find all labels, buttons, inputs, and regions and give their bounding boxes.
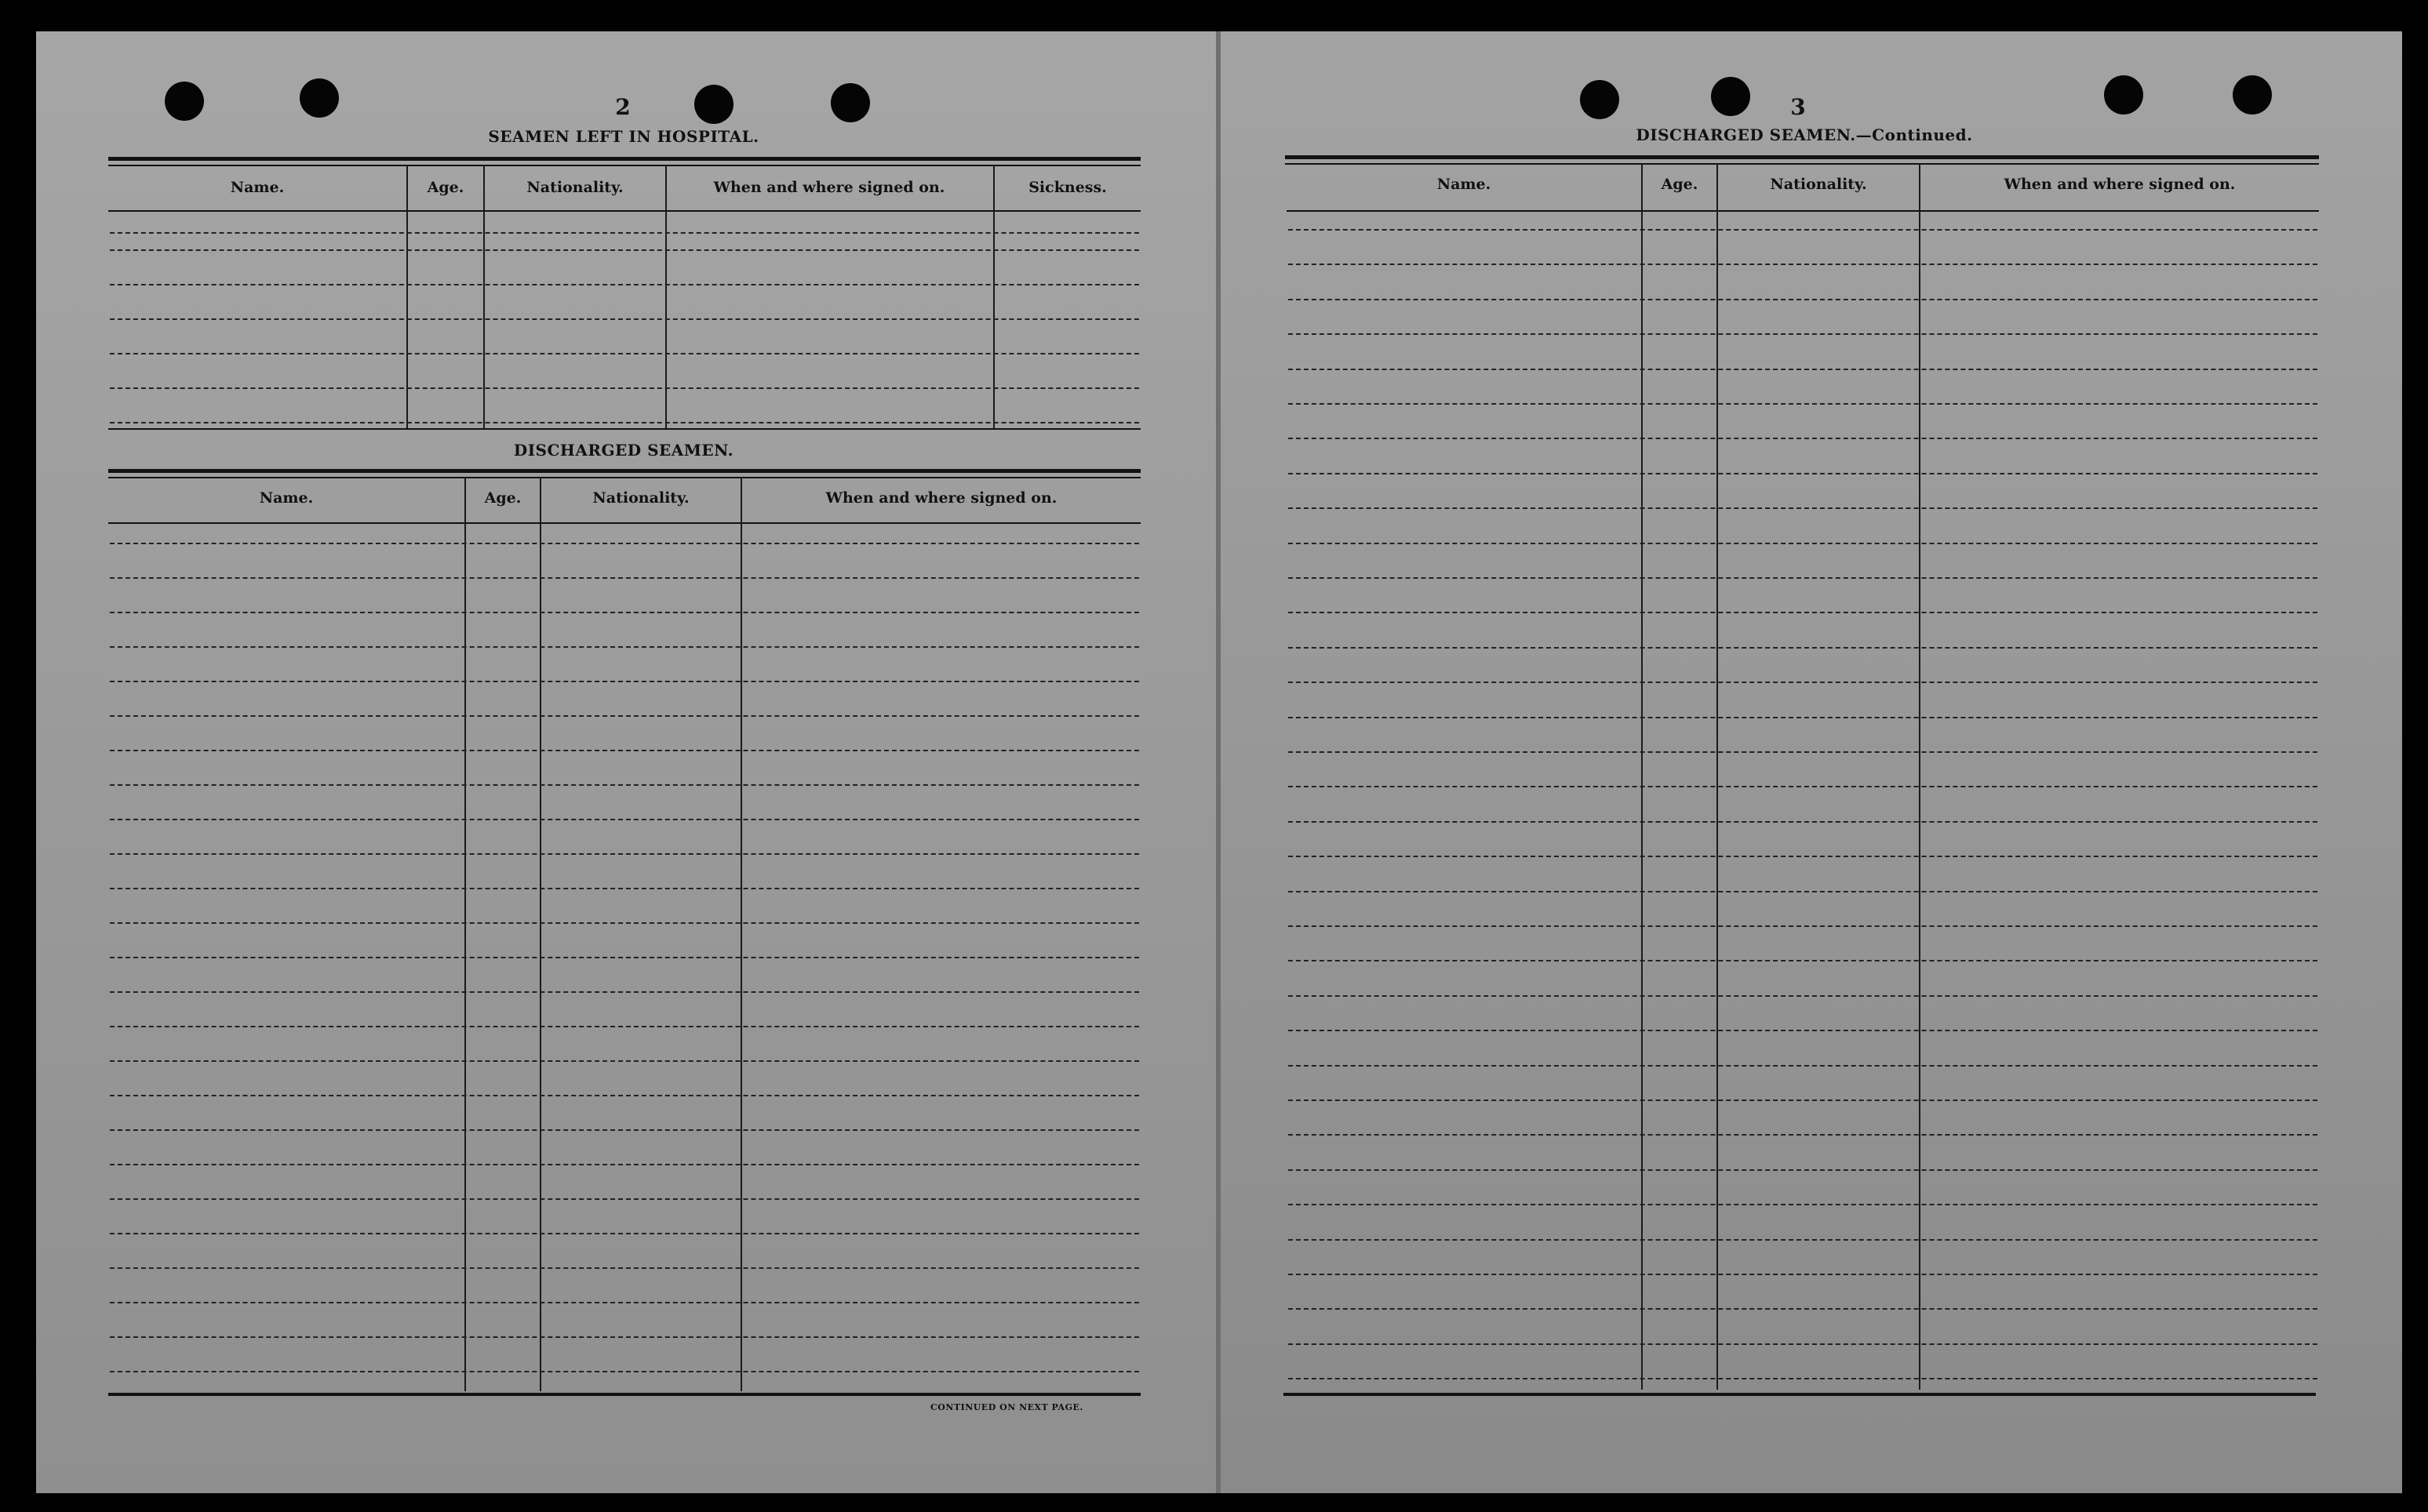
table-row-line bbox=[1288, 264, 2317, 265]
continued-section-title: DISCHARGED SEAMEN.—Continued. bbox=[1636, 125, 1973, 144]
continued-col-divider bbox=[1919, 163, 1920, 1390]
punch-hole bbox=[2104, 75, 2143, 114]
punch-hole bbox=[694, 85, 733, 124]
continued-header-age: Age. bbox=[1661, 176, 1698, 193]
hospital-row-line bbox=[110, 249, 1139, 251]
page-number-left: 2 bbox=[615, 94, 631, 120]
table-row-line bbox=[1288, 543, 2317, 544]
table-row-line bbox=[1288, 299, 2317, 300]
table-row-line bbox=[1288, 1343, 2317, 1345]
table-row-line bbox=[1288, 960, 2317, 961]
continued-col-divider bbox=[1716, 163, 1718, 1390]
hospital-row-line bbox=[110, 284, 1139, 285]
table-row-line bbox=[110, 715, 1139, 717]
table-row-line bbox=[110, 784, 1139, 786]
table-row-line bbox=[1288, 891, 2317, 892]
table-row-line bbox=[1288, 369, 2317, 370]
table-row-line bbox=[110, 1302, 1139, 1303]
hospital-header-name: Name. bbox=[230, 179, 285, 196]
hospital-header-nationality: Nationality. bbox=[526, 179, 624, 196]
table-row-line bbox=[1288, 1134, 2317, 1136]
table-row-line bbox=[110, 853, 1139, 855]
punch-hole bbox=[831, 83, 870, 122]
discharged-col-divider bbox=[540, 477, 541, 1391]
hospital-header-rule bbox=[108, 210, 1141, 212]
continued-bottom-rule bbox=[1283, 1393, 2316, 1396]
punch-hole bbox=[2233, 75, 2272, 114]
table-row-line bbox=[110, 646, 1139, 648]
table-row-line bbox=[1288, 1308, 2317, 1310]
discharged-header-nationality: Nationality. bbox=[592, 489, 690, 507]
hospital-section-title: SEAMEN LEFT IN HOSPITAL. bbox=[488, 127, 759, 146]
table-row-line bbox=[1288, 1030, 2317, 1031]
table-row-line bbox=[1288, 612, 2317, 613]
punch-hole bbox=[1580, 80, 1619, 119]
table-row-line bbox=[110, 1371, 1139, 1372]
punch-hole bbox=[300, 78, 339, 118]
hospital-header-signed-on: When and where signed on. bbox=[713, 179, 945, 196]
discharged-top-rule bbox=[108, 469, 1141, 473]
table-row-line bbox=[1288, 821, 2317, 823]
table-row-line bbox=[1288, 1274, 2317, 1275]
table-row-line bbox=[110, 681, 1139, 682]
table-row-line bbox=[1288, 473, 2317, 474]
hospital-row-line bbox=[110, 387, 1139, 389]
table-row-line bbox=[1288, 333, 2317, 335]
table-row-line bbox=[110, 1233, 1139, 1234]
discharged-top-rule-thin bbox=[108, 477, 1141, 478]
table-row-line bbox=[110, 922, 1139, 924]
table-row-line bbox=[110, 1336, 1139, 1338]
table-row-line bbox=[110, 577, 1139, 579]
table-row-line bbox=[1288, 681, 2317, 683]
discharged-header-signed-on: When and where signed on. bbox=[825, 489, 1057, 507]
table-row-line bbox=[1288, 786, 2317, 787]
discharged-col-divider bbox=[741, 477, 742, 1391]
table-row-line bbox=[1288, 1099, 2317, 1101]
hospital-row-line bbox=[110, 232, 1139, 234]
continued-header-rule bbox=[1287, 210, 2319, 212]
table-row-line bbox=[110, 1164, 1139, 1165]
table-row-line bbox=[1288, 1204, 2317, 1205]
hospital-row-line bbox=[110, 422, 1139, 423]
table-row-line bbox=[1288, 925, 2317, 927]
table-row-line bbox=[1288, 229, 2317, 231]
table-row-line bbox=[1288, 577, 2317, 579]
table-row-line bbox=[1288, 751, 2317, 753]
hospital-top-rule bbox=[108, 157, 1141, 161]
table-row-line bbox=[1288, 1065, 2317, 1067]
table-row-line bbox=[110, 1095, 1139, 1096]
table-row-line bbox=[1288, 507, 2317, 509]
discharged-header-rule bbox=[108, 522, 1141, 524]
table-row-line bbox=[1288, 1169, 2317, 1171]
table-row-line bbox=[1288, 1239, 2317, 1241]
page-number-right: 3 bbox=[1790, 94, 1806, 120]
discharged-col-divider bbox=[464, 477, 466, 1391]
table-row-line bbox=[1288, 717, 2317, 718]
table-row-line bbox=[1288, 995, 2317, 997]
continued-header-name: Name. bbox=[1436, 176, 1491, 193]
continued-header-nationality: Nationality. bbox=[1770, 176, 1867, 193]
punch-hole bbox=[165, 82, 204, 121]
hospital-top-rule-thin bbox=[108, 165, 1141, 166]
continued-col-divider bbox=[1641, 163, 1643, 1390]
table-row-line bbox=[110, 543, 1139, 544]
hospital-bottom-rule bbox=[108, 428, 1141, 430]
table-row-line bbox=[110, 819, 1139, 820]
table-row-line bbox=[1288, 1378, 2317, 1379]
table-row-line bbox=[1288, 403, 2317, 405]
hospital-header-sickness: Sickness. bbox=[1028, 179, 1107, 196]
discharged-header-name: Name. bbox=[259, 489, 314, 507]
punch-hole bbox=[1711, 77, 1750, 116]
table-row-line bbox=[110, 888, 1139, 889]
hospital-header-age: Age. bbox=[427, 179, 464, 196]
continued-header-signed-on: When and where signed on. bbox=[2004, 176, 2236, 193]
hospital-row-line bbox=[110, 353, 1139, 354]
discharged-bottom-rule bbox=[108, 1393, 1141, 1396]
table-row-line bbox=[110, 1129, 1139, 1131]
table-row-line bbox=[1288, 438, 2317, 439]
discharged-section-title: DISCHARGED SEAMEN. bbox=[513, 441, 734, 460]
continued-footer: CONTINUED ON NEXT PAGE. bbox=[930, 1402, 1083, 1412]
continued-top-rule-thin bbox=[1285, 163, 2319, 165]
table-row-line bbox=[1288, 856, 2317, 857]
table-row-line bbox=[110, 957, 1139, 958]
table-row-line bbox=[110, 991, 1139, 993]
continued-top-rule bbox=[1285, 155, 2319, 159]
table-row-line bbox=[110, 1267, 1139, 1269]
table-row-line bbox=[110, 1026, 1139, 1027]
table-row-line bbox=[110, 750, 1139, 751]
discharged-header-age: Age. bbox=[484, 489, 522, 507]
table-row-line bbox=[110, 612, 1139, 613]
table-row-line bbox=[110, 1198, 1139, 1200]
hospital-row-line bbox=[110, 318, 1139, 320]
table-row-line bbox=[110, 1060, 1139, 1062]
table-row-line bbox=[1288, 647, 2317, 649]
